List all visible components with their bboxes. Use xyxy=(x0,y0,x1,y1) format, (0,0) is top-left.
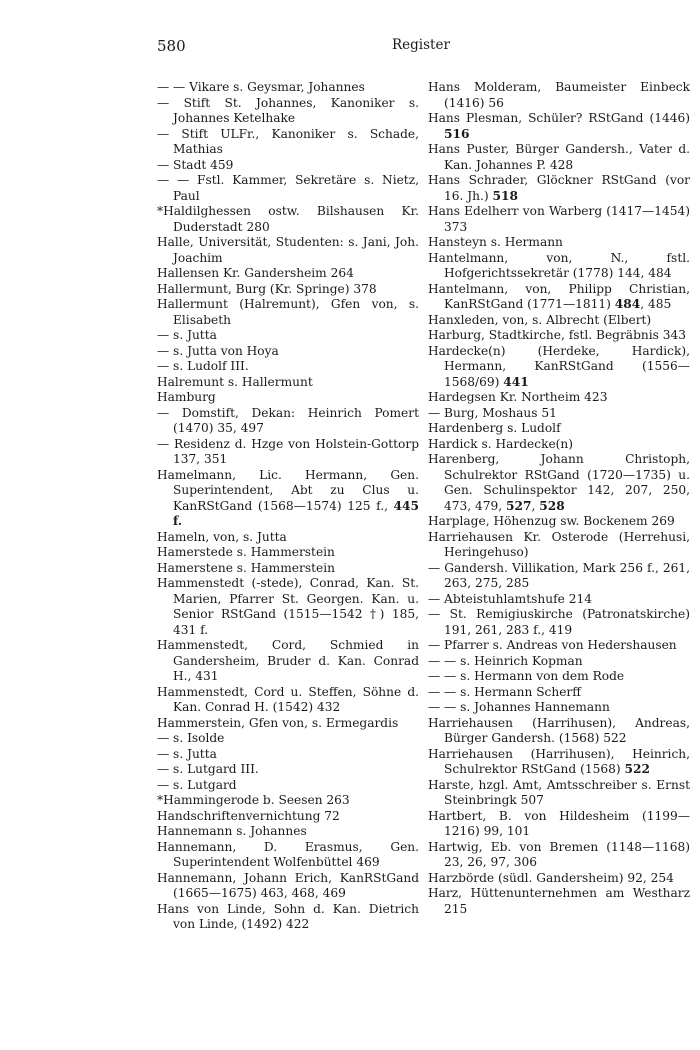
index-entry: Hardick s. Hardecke(n) xyxy=(428,436,574,451)
index-entry: Hamburg xyxy=(157,390,216,404)
index-entry: — s. Jutta xyxy=(157,746,217,761)
index-entry: Hantelmann, von, Philipp Christian, KanRStGand (1771—1811) 484, 485 xyxy=(428,281,690,311)
index-entry: — s. Jutta xyxy=(157,328,217,342)
index-entry: *Hammingerode b. Seesen 263 xyxy=(157,793,350,807)
index-entry: Harriehausen Kr. Osterode (Herrehusi, Heringehuso) xyxy=(428,529,690,559)
index-entry: Hardenberg s. Ludolf xyxy=(428,421,561,435)
index-entry: — St. Remigiuskirche (Patronatskirche) 191, 261, 283 f., 419 xyxy=(428,607,690,637)
index-entry: Hammerstein, Gfen von, s. Ermegardis xyxy=(157,715,399,730)
index-entry: Hannemann s. Johannes xyxy=(157,824,307,838)
index-entry: — Abteistuhlamtshufe 214 xyxy=(428,591,592,606)
index-entry: — Burg, Moshaus 51 xyxy=(428,405,557,420)
index-entry: — Stift St. Johannes, Kanoniker s. Johannes Ketelhake xyxy=(157,95,419,125)
index-entry: Halremunt s. Hallermunt xyxy=(157,374,313,389)
index-entry: Hansteyn s. Hermann xyxy=(428,235,563,249)
index-entry: Hamelmann, Lic. Hermann, Gen. Superintendent, Abt zu Clus u. KanRStGand (1568—1574) 125 f., 445 f. xyxy=(157,467,419,528)
index-entry: Hameln, von, s. Jutta xyxy=(157,529,287,544)
index-entry: Harenberg, Johann Christoph, Schulrektor RStGand (1720—1735) u. Gen. Schulinspektor 142, 207, 250, 473, 479, 527, 528 xyxy=(428,452,690,513)
index-entry: — s. Lutgard III. xyxy=(157,762,259,776)
index-entry: *Haldilghessen ostw. Bilshausen Kr. Duderstadt 280 xyxy=(157,204,419,234)
index-entry: — — s. Hermann von dem Rode xyxy=(428,669,625,683)
index-entry: Hans Schrader, Glöckner RStGand (vor 16. Jh.) 518 xyxy=(428,173,690,203)
index-entry: — Gandersh. Villikation, Mark 256 f., 261, 263, 275, 285 xyxy=(428,560,690,590)
index-entry: — Pfarrer s. Andreas von Hedershausen xyxy=(428,638,677,652)
index-entry: Hans Molderam, Baumeister Einbeck (1416) 56 xyxy=(428,80,690,110)
index-entry: — s. Jutta von Hoya xyxy=(157,343,279,358)
index-entry: Hans von Linde, Sohn d. Kan. Dietrich von Linde, (1492) 422 xyxy=(157,901,419,931)
index-entry: Halle, Universität, Studenten: s. Jani, Joh. Joachim xyxy=(157,235,419,265)
index-entry: Hans Edelherr von Warberg (1417—1454) 373 xyxy=(428,204,690,234)
index-entry: — — s. Hermann Scherff xyxy=(428,684,581,699)
index-entry: Harzbörde (südl. Gandersheim) 92, 254 xyxy=(428,870,674,885)
index-entry: Hallensen Kr. Gandersheim 264 xyxy=(157,266,354,280)
index-entry: Hammenstedt, Cord u. Steffen, Söhne d. Kan. Conrad H. (1542) 432 xyxy=(157,684,419,714)
index-entry: Handschriftenvernichtung 72 xyxy=(157,808,340,823)
index-entry: Hardecke(n) (Herdeke, Hardick), Hermann, KanRStGand (1556—1568/69) 441 xyxy=(428,343,690,389)
index-entry: Hamerstede s. Hammerstein xyxy=(157,545,335,559)
index-entry: — — s. Johannes Hannemann xyxy=(428,700,610,714)
index-entry: — — s. Heinrich Kopman xyxy=(428,653,583,668)
index-column-right xyxy=(428,80,690,917)
index-entry: — Stift ULFr., Kanoniker s. Schade, Mathias xyxy=(157,126,419,156)
index-entry: — — Vikare s. Geysmar, Johannes xyxy=(157,80,365,94)
index-entry: Harste, hzgl. Amt, Amtsschreiber s. Ernst Steinbringk 507 xyxy=(428,777,690,807)
index-entry: Hammenstedt (-stede), Conrad, Kan. St. Marien, Pfarrer St. Georgen. Kan. u. Senior RStGand (1515—1542 †) 185, 431 f. xyxy=(157,576,419,637)
index-entry: Hannemann, D. Erasmus, Gen. Superintendent Wolfenbüttel 469 xyxy=(157,839,419,869)
index-entry: Harz, Hüttenunternehmen am Westharz 215 xyxy=(428,886,690,916)
index-entry: Hartbert, B. von Hildesheim (1199—1216) 99, 101 xyxy=(428,808,690,838)
running-head: Register xyxy=(392,37,450,53)
index-entry: Hammenstedt, Cord, Schmied in Gandersheim, Bruder d. Kan. Conrad H., 431 xyxy=(157,638,419,683)
page-number: 580 xyxy=(157,37,186,55)
index-entry: Hans Plesman, Schüler? RStGand (1446) 516 xyxy=(428,111,690,141)
index-entry: Hamerstene s. Hammerstein xyxy=(157,560,335,575)
index-entry: Harriehausen (Harrihusen), Heinrich, Schulrektor RStGand (1568) 522 xyxy=(428,746,690,776)
index-entry: Hantelmann, von, N., fstl. Hofgerichtssekretär (1778) 144, 484 xyxy=(428,250,690,280)
index-entry: — Residenz d. Hzge von Holstein-Gottorp 137, 351 xyxy=(157,436,419,466)
index-entry: Harriehausen (Harrihusen), Andreas, Bürger Gandersh. (1568) 522 xyxy=(428,715,690,745)
index-entry: — Domstift, Dekan: Heinrich Pomert (1470) 35, 497 xyxy=(157,405,419,435)
index-entry: Harburg, Stadtkirche, fstl. Begräbnis 343 xyxy=(428,328,687,342)
index-column-left xyxy=(157,80,419,933)
index-entry: — Stadt 459 xyxy=(157,157,234,172)
index-entry: Hallermunt (Halremunt), Gfen von, s. Elisabeth xyxy=(157,297,419,327)
index-entry: — s. Ludolf III. xyxy=(157,359,249,373)
index-entry: Hanxleden, von, s. Albrecht (Elbert) xyxy=(428,312,652,327)
index-entry: — s. Isolde xyxy=(157,731,225,745)
index-entry: Hallermunt, Burg (Kr. Springe) 378 xyxy=(157,281,377,296)
index-entry: Hans Puster, Bürger Gandersh., Vater d. Kan. Johannes P. 428 xyxy=(428,142,690,172)
index-entry: — — Fstl. Kammer, Sekretäre s. Nietz, Paul xyxy=(157,173,419,203)
index-entry: Hardegsen Kr. Northeim 423 xyxy=(428,390,608,404)
index-entry: Harplage, Höhenzug sw. Bockenem 269 xyxy=(428,514,675,528)
index-entry: Hannemann, Johann Erich, KanRStGand (1665—1675) 463, 468, 469 xyxy=(157,870,419,900)
index-entry: Hartwig, Eb. von Bremen (1148—1168) 23, 26, 97, 306 xyxy=(428,839,690,869)
index-entry: — s. Lutgard xyxy=(157,777,237,792)
